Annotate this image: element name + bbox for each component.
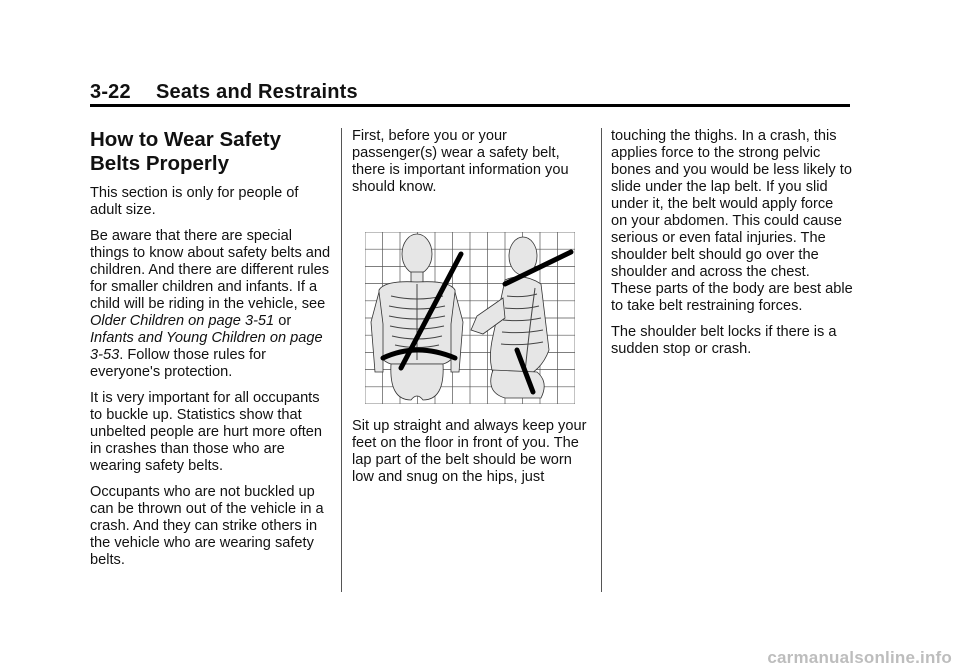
paragraph: touching the thighs. In a crash, this applies force to the strong pelvic bones and you would be less likely to slide under the lap belt. If you slid under it, the belt would apply force on your abdomen. This could cause serious or even fatal injuries. The shoulder belt should go over the shoulder and across the chest. These parts of the body are best able to take belt restraining forces. [611,128,853,314]
paragraph [90,228,334,381]
column-divider [601,128,602,592]
watermark: carmanualsonline.info [767,648,952,667]
section-name: Seats and Restraints [156,81,358,103]
cross-reference-link[interactable]: Older Children on page 3-51 [90,313,275,329]
paragraph: The shoulder belt locks if there is a sudden stop or crash. [611,324,837,357]
text: Be aware that there are special things to know about safety belts and children. And there are different rules for smaller children and infants. If a child will be riding in the vehicle, see [90,228,331,312]
column-divider [341,128,342,592]
header-rule [90,104,850,107]
paragraph: Occupants who are not buckled up can be thrown out of the vehicle in a crash. And they can strike others in the vehicle who are wearing safety belts. [90,484,324,568]
paragraph: This section is only for people of adult size. [90,185,299,218]
section-title: How to Wear Safety Belts Properly [90,128,281,175]
column-2 [352,128,594,495]
page-header [90,81,358,104]
paragraph: It is very important for all occupants to buckle up. Statistics show that unbelted people are hurt more often in crashes than those who are wearing safety belts. [90,390,323,474]
text: . Follow those rules for everyone's protection. [90,347,267,380]
safety-belt-illustration [365,232,575,404]
column-1 [90,124,334,578]
paragraph: First, before you or your passenger(s) wear a safety belt, there is important information you should know. [352,128,569,195]
paragraph: Sit up straight and always keep your feet on the floor in front of you. The lap part of the belt should be worn low and snug on the hips, just [352,418,587,485]
text: or [274,313,292,329]
skeleton-belt-diagram [365,232,575,404]
column-3 [611,128,853,367]
cross-reference-link[interactable]: Infants and Young Children on page 3-53 [90,330,323,363]
page-number: 3-22 [90,81,131,103]
